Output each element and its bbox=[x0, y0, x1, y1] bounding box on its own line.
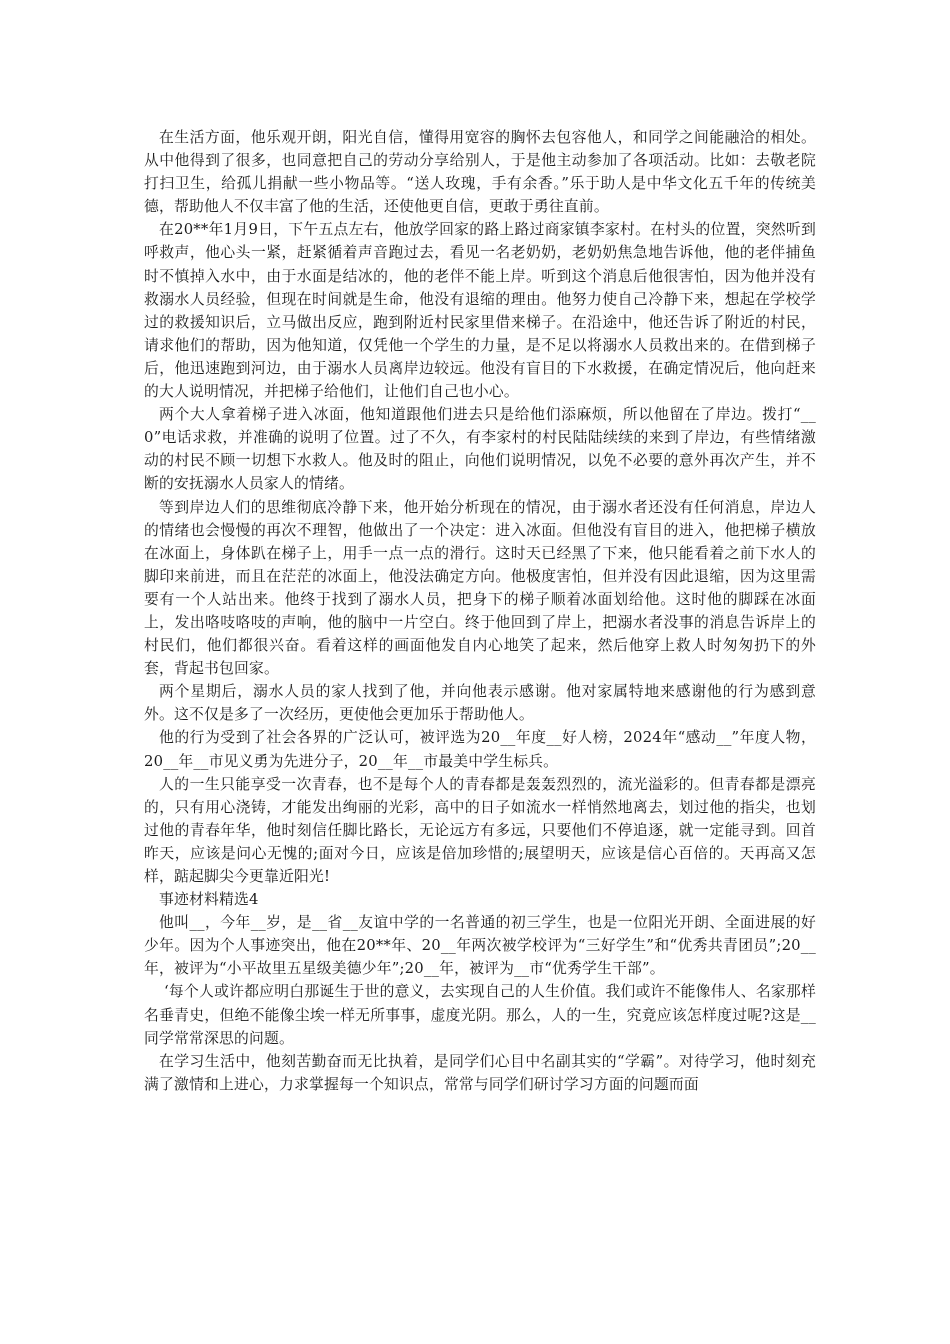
paragraph-life-attitude: 在生活方面，他乐观开朗，阳光自信，懂得用宽容的胸怀去包容他人，和同学之间能融洽的相处。从中他得到了很多，也同意把自己的劳动分享给别人，于是他主动参加了各项活动。比如：去敬老院打扫卫生，给孤儿捐献一些小物品等。“送人玫瑰，手有余香。”乐于助人是中华文化五千年的传统美德，帮助他人不仅丰富了他的生活，还使他更自信，更敢于勇往直前。 bbox=[144, 129, 816, 216]
paragraph-intro: 他叫__，今年__岁，是__省__友谊中学的一名普通的初三学生，也是一位阳光开朗、全面进展的好少年。因为个人事迹突出，他在20**年、20__年两次被学校评为“三好学生”和“优秀共青团员”;20__年，被评为“小平故里五星级美德少年”;20__年，被评为__市“优秀学生干部”。 bbox=[144, 914, 816, 978]
paragraph-adults-on-ice: 两个大人拿着梯子进入冰面，他知道跟他们进去只是给他们添麻烦，所以他留在了岸边。拨打“__0”电话求救，并准确的说明了位置。过了不久，有李家村的村民陆陆续续的来到了岸边，有些情绪激动的村民不顾一切想下水救人。他及时的阻止，向他们说明情况，以免不必要的意外再次产生，并不断的安抚溺水人员家人的情绪。 bbox=[144, 406, 816, 493]
paragraph-thanks: 两个星期后，溺水人员的家人找到了他，并向他表示感谢。他对家属特地来感谢他的行为感到意外。这不仅是多了一次经历，更使他会更加乐于帮助他人。 bbox=[144, 683, 816, 724]
paragraph-rescue-call: 在20**年1月9日，下午五点左右，他放学回家的路上路过商家镇李家村。在村头的位置，突然听到呼救声，他心头一紧，赶紧循着声音跑过去，看见一名老奶奶，老奶奶焦急地告诉他，他的老伴捕鱼时不慎掉入水中，由于水面是结冰的，他的老伴不能上岸。听到这个消息后他很害怕，因为他并没有救溺水人员经验，但现在时间就是生命，他没有退缩的理由。他努力使自己冷静下来，想起在学校学过的救援知识后，立马做出反应，跑到附近村民家里借来梯子。在沿途中，他还告诉了附近的村民，请求他们的帮助，因为他知道，仅凭他一个学生的力量，是不足以将溺水人员救出来的。在借到梯子后，他迅速跑到河边，由于溺水人员离岸边较远。他没有盲目的下水救援，在确定情况后，他向赶来的大人说明情况，并把梯子给他们，让他们自己也小心。 bbox=[144, 221, 816, 401]
paragraph-entering-ice: 等到岸边人们的思维彻底冷静下来，他开始分析现在的情况，由于溺水者还没有任何消息，岸边人的情绪也会慢慢的再次不理智，他做出了一个决定：进入冰面。但他没有盲目的进入，他把梯子横放在冰面上，身体趴在梯子上，用手一点一点的滑行。这时天已经黑了下来，他只能看着之前下水人的脚印来前进，而且在茫茫的冰面上，他没法确定方向。他极度害怕，但并没有因此退缩，因为这里需要有一个人站出来。他终于找到了溺水人员，把身下的梯子顺着冰面划给他。这时他的脚踩在冰面上，发出咯吱咯吱的声响，他的脑中一片空白。终于他回到了岸上，把溺水者没事的消息告诉岸上的村民们，他们都很兴奋。看着这样的画面他发自内心地笑了起来，然后他穿上救人时匆匆扔下的外套，背起书包回家。 bbox=[144, 498, 816, 678]
document-body bbox=[144, 126, 826, 1096]
paragraph-life-meaning: ‘每个人或许都应明白那诞生于世的意义，去实现自己的人生价值。我们或许不能像伟人、名家那样名垂青史，但绝不能像尘埃一样无所事事，虚度光阴。那么，人的一生，究竟应该怎样度过呢?这是__同学常常深思的问题。 bbox=[144, 983, 817, 1047]
paragraph-recognition: 他的行为受到了社会各界的广泛认可，被评选为20__年度__好人榜，2024年“感动__”年度人物， 20__年__市见义勇为先进分子，20__年__市最美中学生标兵。 bbox=[144, 729, 826, 770]
paragraph-study: 在学习生活中，他刻苦勤奋而无比执着，是同学们心目中名副其实的“学霸”。对待学习，他时刻充满了激情和上进心，力求掌握每一个知识点，常常与同学们研讨学习方面的问题而面 bbox=[144, 1052, 816, 1093]
paragraph-youth: 人的一生只能享受一次青春，也不是每个人的青春都是轰轰烈烈的，流光溢彩的。但青春都是漂亮的，只有用心浇铸，才能发出绚丽的光彩，高中的日子如流水一样悄然地离去，划过他的指尖，也划过他的青春年华，他时刻信任脚比路长，无论远方有多远，只要他们不停追逐，就一定能寻到。回首昨天，应该是问心无愧的;面对今日，应该是倍加珍惜的;展望明天，应该是信心百倍的。天再高又怎样，踮起脚尖今更靠近阳光! bbox=[144, 775, 816, 885]
section-heading: 事迹材料精选4 bbox=[159, 891, 259, 909]
